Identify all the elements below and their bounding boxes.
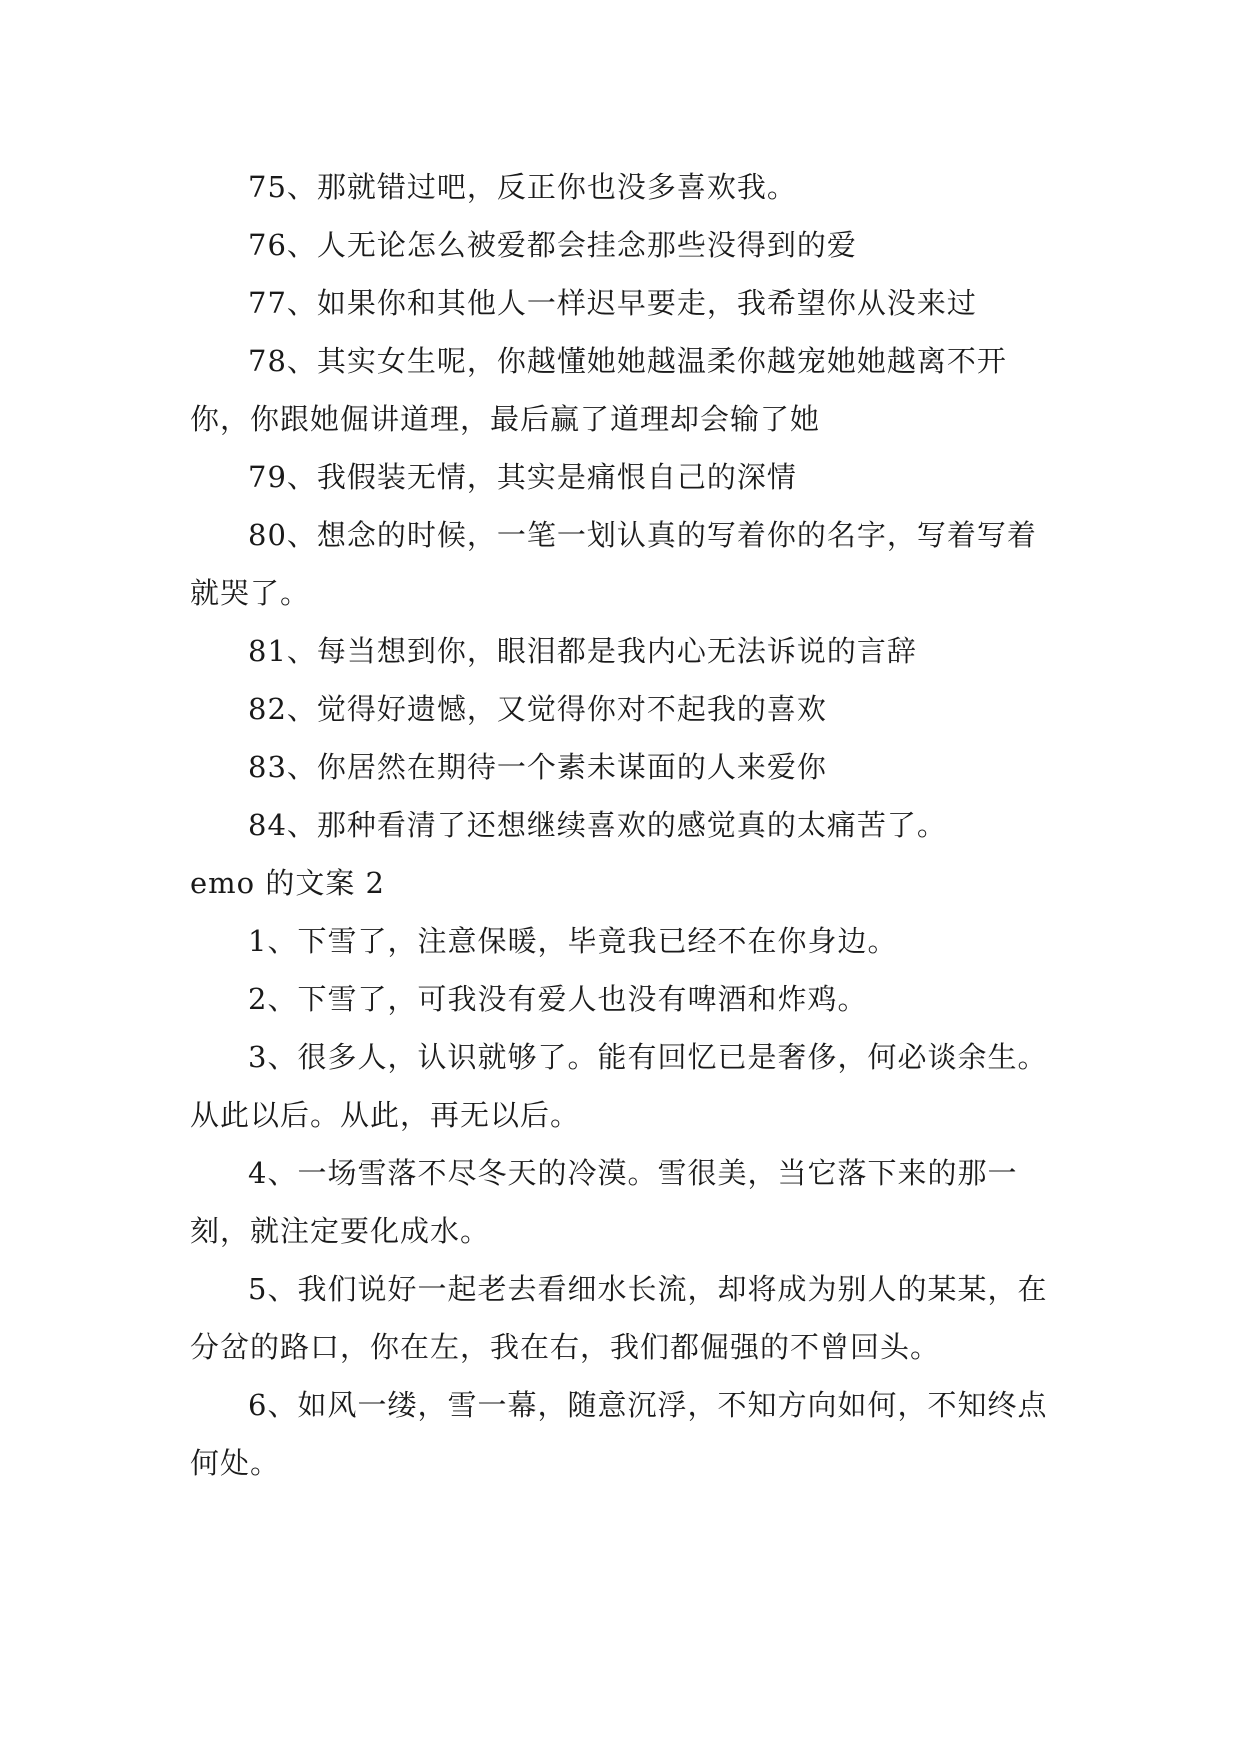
paragraph-80: 80、想念的时候，一笔一划认真的写着你的名字，写着写着就哭了。 xyxy=(190,518,1037,610)
document-body xyxy=(190,158,1060,1492)
paragraph-76: 76、人无论怎么被爱都会挂念那些没得到的爱 xyxy=(248,228,857,262)
paragraph-2: 2、下雪了，可我没有爱人也没有啤酒和炸鸡。 xyxy=(248,982,868,1016)
paragraph-84: 84、那种看清了还想继续喜欢的感觉真的太痛苦了。 xyxy=(248,808,947,842)
paragraph-79: 79、我假装无情，其实是痛恨自己的深情 xyxy=(248,460,797,494)
paragraph-82: 82、觉得好遗憾，又觉得你对不起我的喜欢 xyxy=(248,692,827,726)
paragraph-5: 5、我们说好一起老去看细水长流，却将成为别人的某某，在分岔的路口，你在左，我在右，我们都倔强的不曾回头。 xyxy=(190,1272,1048,1364)
paragraph-78: 78、其实女生呢，你越懂她她越温柔你越宠她她越离不开你，你跟她倔讲道理，最后赢了道理却会输了她 xyxy=(190,344,1007,436)
paragraph-6: 6、如风一缕，雪一幕，随意沉浮，不知方向如何，不知终点何处。 xyxy=(190,1388,1048,1480)
section-heading: emo 的文案 2 xyxy=(190,866,386,900)
paragraph-77: 77、如果你和其他人一样迟早要走，我希望你从没来过 xyxy=(248,286,977,320)
paragraph-3: 3、很多人，认识就够了。能有回忆已是奢侈，何必谈余生。从此以后。从此，再无以后。 xyxy=(190,1040,1048,1132)
paragraph-75: 75、那就错过吧，反正你也没多喜欢我。 xyxy=(248,170,797,204)
paragraph-81: 81、每当想到你，眼泪都是我内心无法诉说的言辞 xyxy=(248,634,917,668)
paragraph-4: 4、一场雪落不尽冬天的冷漠。雪很美，当它落下来的那一刻，就注定要化成水。 xyxy=(190,1156,1018,1248)
paragraph-83: 83、你居然在期待一个素未谋面的人来爱你 xyxy=(248,750,827,784)
paragraph-1: 1、下雪了，注意保暖，毕竟我已经不在你身边。 xyxy=(248,924,898,958)
